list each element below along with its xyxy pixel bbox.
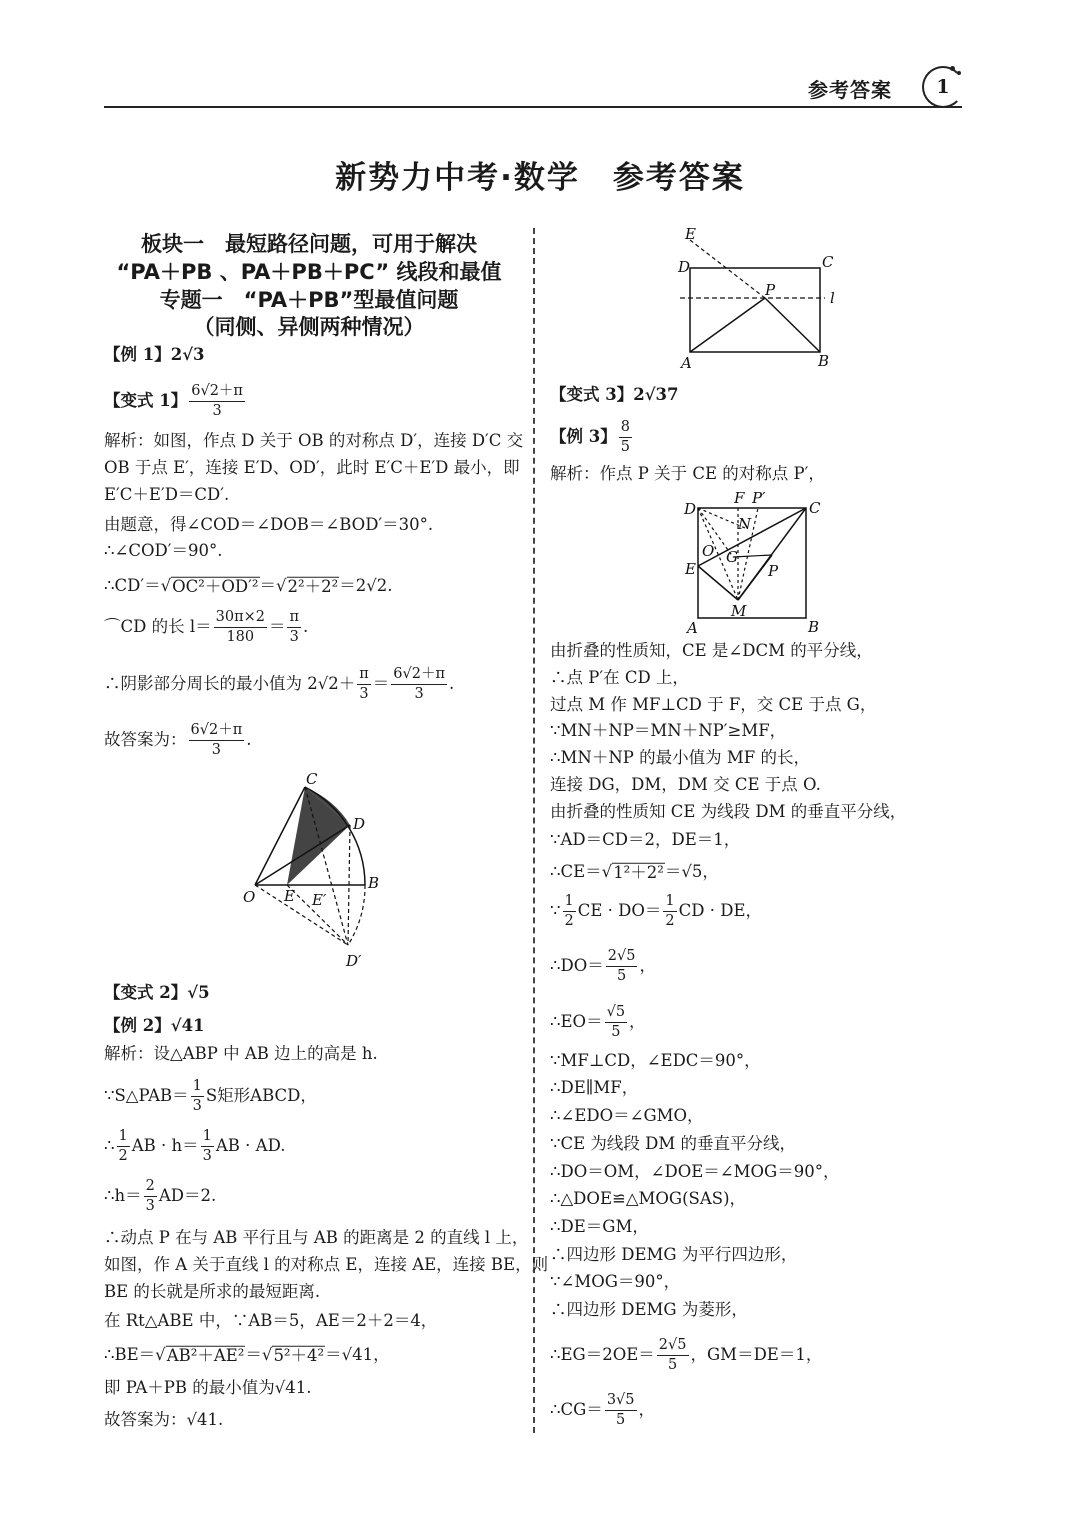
section-heading: （同侧、异侧两种情况） <box>193 315 425 339</box>
numerator: 2√5 <box>657 1338 689 1356</box>
text-segment: ＝√5， <box>664 861 719 881</box>
text-segment: 【例 1】2√3 <box>104 344 205 364</box>
page-number: 1 <box>922 66 964 108</box>
numerator: 8 <box>619 420 632 438</box>
numerator: 1 <box>191 1079 204 1097</box>
figure-sector <box>243 770 379 970</box>
point-label: B <box>808 618 820 636</box>
numerator: 6√2＋π <box>189 723 245 741</box>
text-segment: S矩形ABCD， <box>205 1085 317 1105</box>
denominator: 3 <box>414 685 424 702</box>
text-segment: ∴EO＝ <box>550 1011 603 1031</box>
point-label: D′ <box>346 952 362 970</box>
figure-rectangle <box>677 225 835 372</box>
text-segment: ∴MN＋NP 的最小值为 MF 的长， <box>550 747 810 767</box>
text-segment: CE · DO＝ <box>577 900 662 920</box>
text-segment: ∴四边形 DEMG 为平行四边形， <box>550 1244 798 1264</box>
numerator: √5 <box>605 1005 627 1023</box>
text-segment: BE 的长就是所求的最短距离. <box>104 1281 321 1301</box>
text-segment: ＝√ <box>259 575 287 595</box>
text-segment: ∴BE＝√ <box>104 1344 166 1364</box>
text-segment: 解析：设△ABP 中 AB 边上的高是 h. <box>104 1043 378 1063</box>
point-label: B <box>818 352 830 370</box>
numerator: 6√2＋π <box>391 667 447 685</box>
point-label: P′ <box>752 489 766 507</box>
text-segment: AB · h＝ <box>131 1135 199 1155</box>
point-label: F <box>734 489 745 507</box>
point-label: E′ <box>312 891 327 909</box>
numerator: 6√2＋π <box>189 384 245 402</box>
page-title: 新势力中考·数学 参考答案 <box>335 160 745 196</box>
text-segment: ∵ <box>550 900 561 920</box>
text-segment: ＝ <box>372 673 390 693</box>
numerator: 3√5 <box>605 1393 637 1411</box>
numerator: 1 <box>663 894 676 912</box>
numerator: 30π×2 <box>214 610 267 628</box>
text-segment: . <box>303 616 309 636</box>
text-segment: AB · AD. <box>215 1135 286 1155</box>
text-segment: ∵MN＋NP＝MN＋NP′≥MF， <box>550 720 787 740</box>
text-segment: ∴h＝ <box>104 1185 142 1205</box>
text-segment: 由折叠的性质知，CE 是∠DCM 的平分线， <box>550 640 873 660</box>
text-segment: 故答案为： <box>104 729 187 749</box>
section-heading: 专题一 “PA＋PB”型最值问题 <box>159 288 459 312</box>
numerator: 1 <box>563 894 576 912</box>
radicand: OC²＋OD′² <box>172 576 259 596</box>
point-label: B <box>368 874 380 892</box>
text-segment: ∵CE 为线段 DM 的垂直平分线， <box>550 1133 797 1153</box>
text-segment: CD · DE， <box>678 900 763 920</box>
numerator: π <box>357 667 371 685</box>
denominator: 5 <box>617 967 627 984</box>
text-segment: ∴ <box>104 1135 115 1155</box>
text-segment: ∴动点 P 在与 AB 平行且与 AB 的距离是 2 的直线 l 上， <box>104 1227 529 1247</box>
text-segment: ∴DO＝ <box>550 955 604 975</box>
point-label: D <box>353 815 366 833</box>
denominator: 2 <box>665 912 675 929</box>
denominator: 3 <box>192 1097 202 1114</box>
point-label: E <box>685 225 696 243</box>
text-segment: ∴点 P′在 CD 上， <box>550 667 689 687</box>
text-segment: ∴DO＝OM，∠DOE＝∠MOG＝90°， <box>550 1161 840 1181</box>
text-segment: E′C＋E′D＝CD′. <box>104 484 230 504</box>
text-segment: ∴△DOE≌△MOG(SAS)， <box>550 1188 747 1208</box>
numerator: π <box>287 610 301 628</box>
denominator: 3 <box>359 685 369 702</box>
denominator: 3 <box>202 1147 212 1164</box>
point-label: E <box>685 560 696 578</box>
point-label: D <box>684 500 697 518</box>
section-heading: “PA＋PB 、PA＋PB＋PC” 线段和最值 <box>116 260 502 284</box>
radicand: 5²＋4² <box>273 1345 325 1365</box>
text-segment: 即 PA＋PB 的最小值为√41. <box>104 1377 312 1397</box>
text-segment: . <box>449 673 455 693</box>
text-segment: ， <box>638 1399 656 1419</box>
text-segment: ∴EG＝2OE＝ <box>550 1344 655 1364</box>
text-segment: ＝ <box>268 616 286 636</box>
point-label: G <box>726 548 738 566</box>
text-segment: ∴CE＝√ <box>550 861 613 881</box>
denominator: 3 <box>212 402 222 419</box>
numerator: 2 <box>144 1179 157 1197</box>
text-segment: ∴CD′＝√ <box>104 575 172 595</box>
point-label: C <box>306 770 318 788</box>
radicand: 2²＋2² <box>287 576 339 596</box>
point-label: P <box>768 562 779 580</box>
point-label: N <box>738 515 752 533</box>
denominator: 3 <box>145 1197 155 1214</box>
text-segment: ∴DE∥MF， <box>550 1077 639 1097</box>
text-segment: ∴阴影部分周长的最小值为 2√2＋ <box>104 673 356 693</box>
text-segment: AD＝2. <box>158 1185 217 1205</box>
text-segment: 过点 M 作 MF⊥CD 于 F，交 CE 于点 G， <box>550 694 877 714</box>
text-segment: 连接 DG，DM，DM 交 CE 于点 O. <box>550 774 821 794</box>
denominator: 2 <box>564 912 574 929</box>
text-segment: ∵AD＝CD＝2，DE＝1， <box>550 829 741 849</box>
point-label: E <box>284 887 295 905</box>
text-segment: ∵S△PAB＝ <box>104 1085 189 1105</box>
text-segment: ＝√ <box>245 1344 273 1364</box>
section-heading: 板块一 最短路径问题，可用于解决 <box>141 232 477 256</box>
text-segment: 解析：作点 P 关于 CE 的对称点 P′， <box>550 463 825 483</box>
point-label: D <box>678 258 691 276</box>
text-segment: 【例 2】√41 <box>104 1015 205 1035</box>
radicand: AB²＋AE² <box>166 1345 245 1365</box>
header-tag: 参考答案 <box>808 78 892 102</box>
denominator: 5 <box>668 1356 678 1373</box>
text-segment: ，GM＝DE＝1， <box>690 1344 823 1364</box>
text-segment: ， <box>629 1011 646 1031</box>
text-segment: 【变式 1】 <box>104 390 188 410</box>
denominator: 5 <box>620 438 630 455</box>
text-segment: ＝2√2. <box>339 575 393 595</box>
numerator: 1 <box>201 1129 214 1147</box>
point-label: A <box>681 354 692 372</box>
text-segment: ∴∠COD′＝90°. <box>104 540 223 560</box>
text-segment: ∴DE＝GM， <box>550 1216 649 1236</box>
point-label: C <box>809 499 821 517</box>
numerator: 2√5 <box>606 949 638 967</box>
text-segment: 由折叠的性质知 CE 为线段 DM 的垂直平分线， <box>550 801 907 821</box>
text-segment: 故答案为：√41. <box>104 1409 224 1429</box>
denominator: 180 <box>226 628 255 645</box>
point-label: O <box>243 888 256 906</box>
text-segment: ∵∠MOG＝90°， <box>550 1271 681 1291</box>
text-segment: 【变式 2】√5 <box>104 982 210 1002</box>
denominator: 2 <box>118 1147 128 1164</box>
denominator: 3 <box>289 628 299 645</box>
numerator: 1 <box>117 1129 130 1147</box>
text-segment: ∴CG＝ <box>550 1399 603 1419</box>
point-label: O <box>702 542 715 560</box>
text-segment: 【例 3】 <box>550 426 617 446</box>
denominator: 5 <box>616 1411 626 1428</box>
point-label: M <box>731 602 747 620</box>
radicand: 1²＋2² <box>613 862 664 882</box>
point-label: l <box>830 289 835 307</box>
text-segment: ∴四边形 DEMG 为菱形， <box>550 1299 748 1319</box>
text-segment: . <box>246 729 252 749</box>
text-segment: ∴∠EDO＝∠GMO， <box>550 1105 704 1125</box>
text-segment: ∵MF⊥CD，∠EDC＝90°， <box>550 1050 761 1070</box>
text-segment: 如图，作 A 关于直线 l 的对称点 E，连接 AE，连接 BE，则 <box>104 1254 549 1274</box>
text-segment: ＝√41， <box>325 1344 390 1364</box>
text-segment: ， <box>639 955 656 975</box>
denominator: 3 <box>211 741 221 758</box>
point-label: C <box>822 253 834 271</box>
text-segment: 由题意，得∠COD＝∠DOB＝∠BOD′＝30°. <box>104 514 434 534</box>
point-label: A <box>687 619 698 637</box>
figure-square <box>683 489 821 637</box>
text-segment: OB 于点 E′，连接 E′D、OD′，此时 E′C＋E′D 最小，即 <box>104 457 520 477</box>
text-segment: ⌒CD 的长 l＝ <box>104 616 212 636</box>
text-segment: 【变式 3】2√37 <box>550 384 679 404</box>
text-segment: 在 Rt△ABE 中，∵AB＝5，AE＝2＋2＝4， <box>104 1310 438 1330</box>
denominator: 5 <box>611 1023 621 1040</box>
point-label: P <box>765 281 776 299</box>
text-segment: 解析：如图，作点 D 关于 OB 的对称点 D′，连接 D′C 交 <box>104 430 524 450</box>
